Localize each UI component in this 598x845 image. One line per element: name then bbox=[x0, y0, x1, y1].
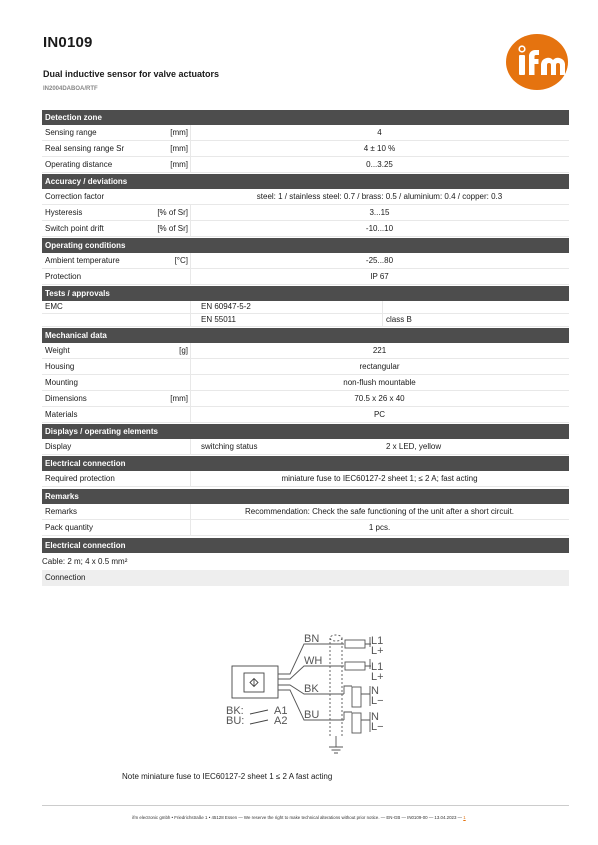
spec-row bbox=[42, 471, 569, 487]
product-code: IN2004DABOA/RTF bbox=[43, 86, 98, 92]
page-number: 1 bbox=[463, 815, 466, 820]
row-label: Remarks bbox=[45, 507, 78, 516]
row-value: -25...80 bbox=[365, 256, 394, 265]
load-label: L1 bbox=[371, 661, 384, 673]
load-label: L− bbox=[371, 721, 384, 733]
row-label: Materials bbox=[45, 410, 78, 419]
load-label: N bbox=[371, 711, 379, 723]
load-label: L+ bbox=[371, 645, 384, 657]
cable-spec: Cable: 2 m; 4 x 0.5 mm² bbox=[42, 557, 128, 566]
wire-label-wh: WH bbox=[304, 655, 323, 667]
load-label: L+ bbox=[371, 671, 384, 683]
wire-label-bn: BN bbox=[304, 633, 320, 645]
load-label: L1 bbox=[371, 635, 384, 647]
row-label: Pack quantity bbox=[45, 523, 94, 532]
spec-row bbox=[42, 141, 569, 157]
row-label: Required protection bbox=[45, 474, 115, 483]
wiring-diagram bbox=[226, 628, 392, 756]
row-label: Dimensions bbox=[45, 394, 87, 403]
row-label: Switch point drift bbox=[45, 224, 104, 233]
row-value: non-flush mountable bbox=[343, 378, 416, 387]
row-value: miniature fuse to IEC60127-2 sheet 1; ≤ 2 A; fast acting bbox=[281, 474, 478, 483]
footer-divider bbox=[42, 805, 569, 806]
row-unit: [°C] bbox=[174, 256, 188, 265]
spec-row bbox=[42, 407, 569, 423]
spec-row bbox=[42, 375, 569, 391]
spec-row bbox=[42, 301, 569, 314]
spec-row bbox=[42, 314, 569, 327]
spec-row bbox=[42, 125, 569, 141]
section-header-detection-zone: Detection zone bbox=[42, 110, 569, 125]
spec-row bbox=[42, 253, 569, 269]
row-unit: [mm] bbox=[170, 128, 188, 137]
row-label: Real sensing range Sr bbox=[45, 144, 125, 153]
spec-row bbox=[42, 221, 569, 237]
row-value: -10...10 bbox=[365, 224, 394, 233]
row-value: IP 67 bbox=[370, 272, 389, 281]
standard-name: EN 55011 bbox=[201, 315, 236, 324]
row-label: Protection bbox=[45, 272, 82, 281]
row-label: Operating distance bbox=[45, 160, 113, 169]
row-value: 4 ± 10 % bbox=[363, 144, 396, 153]
wire-label-bu: BU bbox=[304, 709, 320, 721]
row-label: Hysteresis bbox=[45, 208, 83, 217]
spec-row bbox=[42, 343, 569, 359]
spec-row bbox=[42, 504, 569, 520]
row-label: Ambient temperature bbox=[45, 256, 120, 265]
standard-class: class B bbox=[386, 315, 412, 324]
spec-row bbox=[42, 205, 569, 221]
fuse-note: Note miniature fuse to IEC60127-2 sheet 1 ≤ 2 A fast acting bbox=[122, 772, 333, 781]
row-label: Mounting bbox=[45, 378, 78, 387]
row-value: 70.5 x 26 x 40 bbox=[354, 394, 405, 403]
footer bbox=[0, 815, 598, 820]
product-title: IN0109 bbox=[43, 34, 93, 51]
section-header-remarks: Remarks bbox=[42, 489, 569, 504]
row-value: Recommendation: Check the safe functioning of the unit after a short circuit. bbox=[244, 507, 515, 516]
switch-wire-label: BK: bbox=[226, 705, 244, 717]
product-subtitle: Dual inductive sensor for valve actuators bbox=[43, 69, 220, 79]
spec-row bbox=[42, 520, 569, 536]
standard-name: EN 60947-5-2 bbox=[201, 302, 251, 311]
connection-label: Connection bbox=[42, 570, 569, 586]
display-value: 2 x LED, yellow bbox=[386, 442, 442, 451]
row-label: Correction factor bbox=[45, 192, 105, 201]
row-unit: [mm] bbox=[170, 160, 188, 169]
switch-output-label: A1 bbox=[274, 705, 288, 717]
switch-wire-label: BU: bbox=[226, 715, 245, 727]
row-unit: [mm] bbox=[170, 144, 188, 153]
section-header-displays: Displays / operating elements bbox=[42, 424, 569, 439]
row-value: rectangular bbox=[359, 362, 400, 371]
spec-row bbox=[42, 269, 569, 285]
spec-row bbox=[42, 189, 569, 205]
row-value: 1 pcs. bbox=[368, 523, 391, 532]
section-header-operating-conditions: Operating conditions bbox=[42, 238, 569, 253]
row-unit: [% of Sr] bbox=[157, 224, 188, 233]
row-label: Display bbox=[45, 442, 72, 451]
row-value: 0...3.25 bbox=[366, 160, 393, 169]
row-value: 4 bbox=[377, 128, 382, 137]
section-header-tests-approvals: Tests / approvals bbox=[42, 286, 569, 301]
row-value: 3...15 bbox=[369, 208, 390, 217]
section-header-electrical-connection: Electrical connection bbox=[42, 456, 569, 471]
load-label: N bbox=[371, 685, 379, 697]
spec-row bbox=[42, 157, 569, 173]
section-header-electrical-connection-cable: Electrical connection bbox=[42, 538, 569, 553]
row-value: PC bbox=[373, 410, 386, 419]
row-value: steel: 1 / stainless steel: 0.7 / brass: 0.5 / aluminium: 0.4 / copper: 0.3 bbox=[256, 192, 503, 201]
spec-table bbox=[42, 109, 569, 586]
footer-text: ifm electronic gmbh • Friedrichstraße 1 • 45128 Essen — We reserve the right to make technical alterations without prior notice. — EN-GB — IN0109-00 — 13.04.2023 — bbox=[132, 815, 463, 820]
row-unit: [g] bbox=[179, 346, 188, 355]
switch-output-label: A2 bbox=[274, 715, 288, 727]
spec-row bbox=[42, 439, 569, 455]
row-label: Sensing range bbox=[45, 128, 97, 137]
row-value: 221 bbox=[372, 346, 387, 355]
row-unit: [mm] bbox=[170, 394, 188, 403]
section-header-accuracy: Accuracy / deviations bbox=[42, 174, 569, 189]
row-label: Housing bbox=[45, 362, 75, 371]
section-header-mechanical-data: Mechanical data bbox=[42, 328, 569, 343]
display-kind: switching status bbox=[201, 442, 258, 451]
load-label: L− bbox=[371, 695, 384, 707]
row-label: EMC bbox=[45, 302, 63, 311]
ifm-logo bbox=[506, 34, 568, 90]
spec-row bbox=[42, 391, 569, 407]
row-unit: [% of Sr] bbox=[157, 208, 188, 217]
wire-label-bk: BK bbox=[304, 683, 319, 695]
spec-row bbox=[42, 359, 569, 375]
row-label: Weight bbox=[45, 346, 70, 355]
